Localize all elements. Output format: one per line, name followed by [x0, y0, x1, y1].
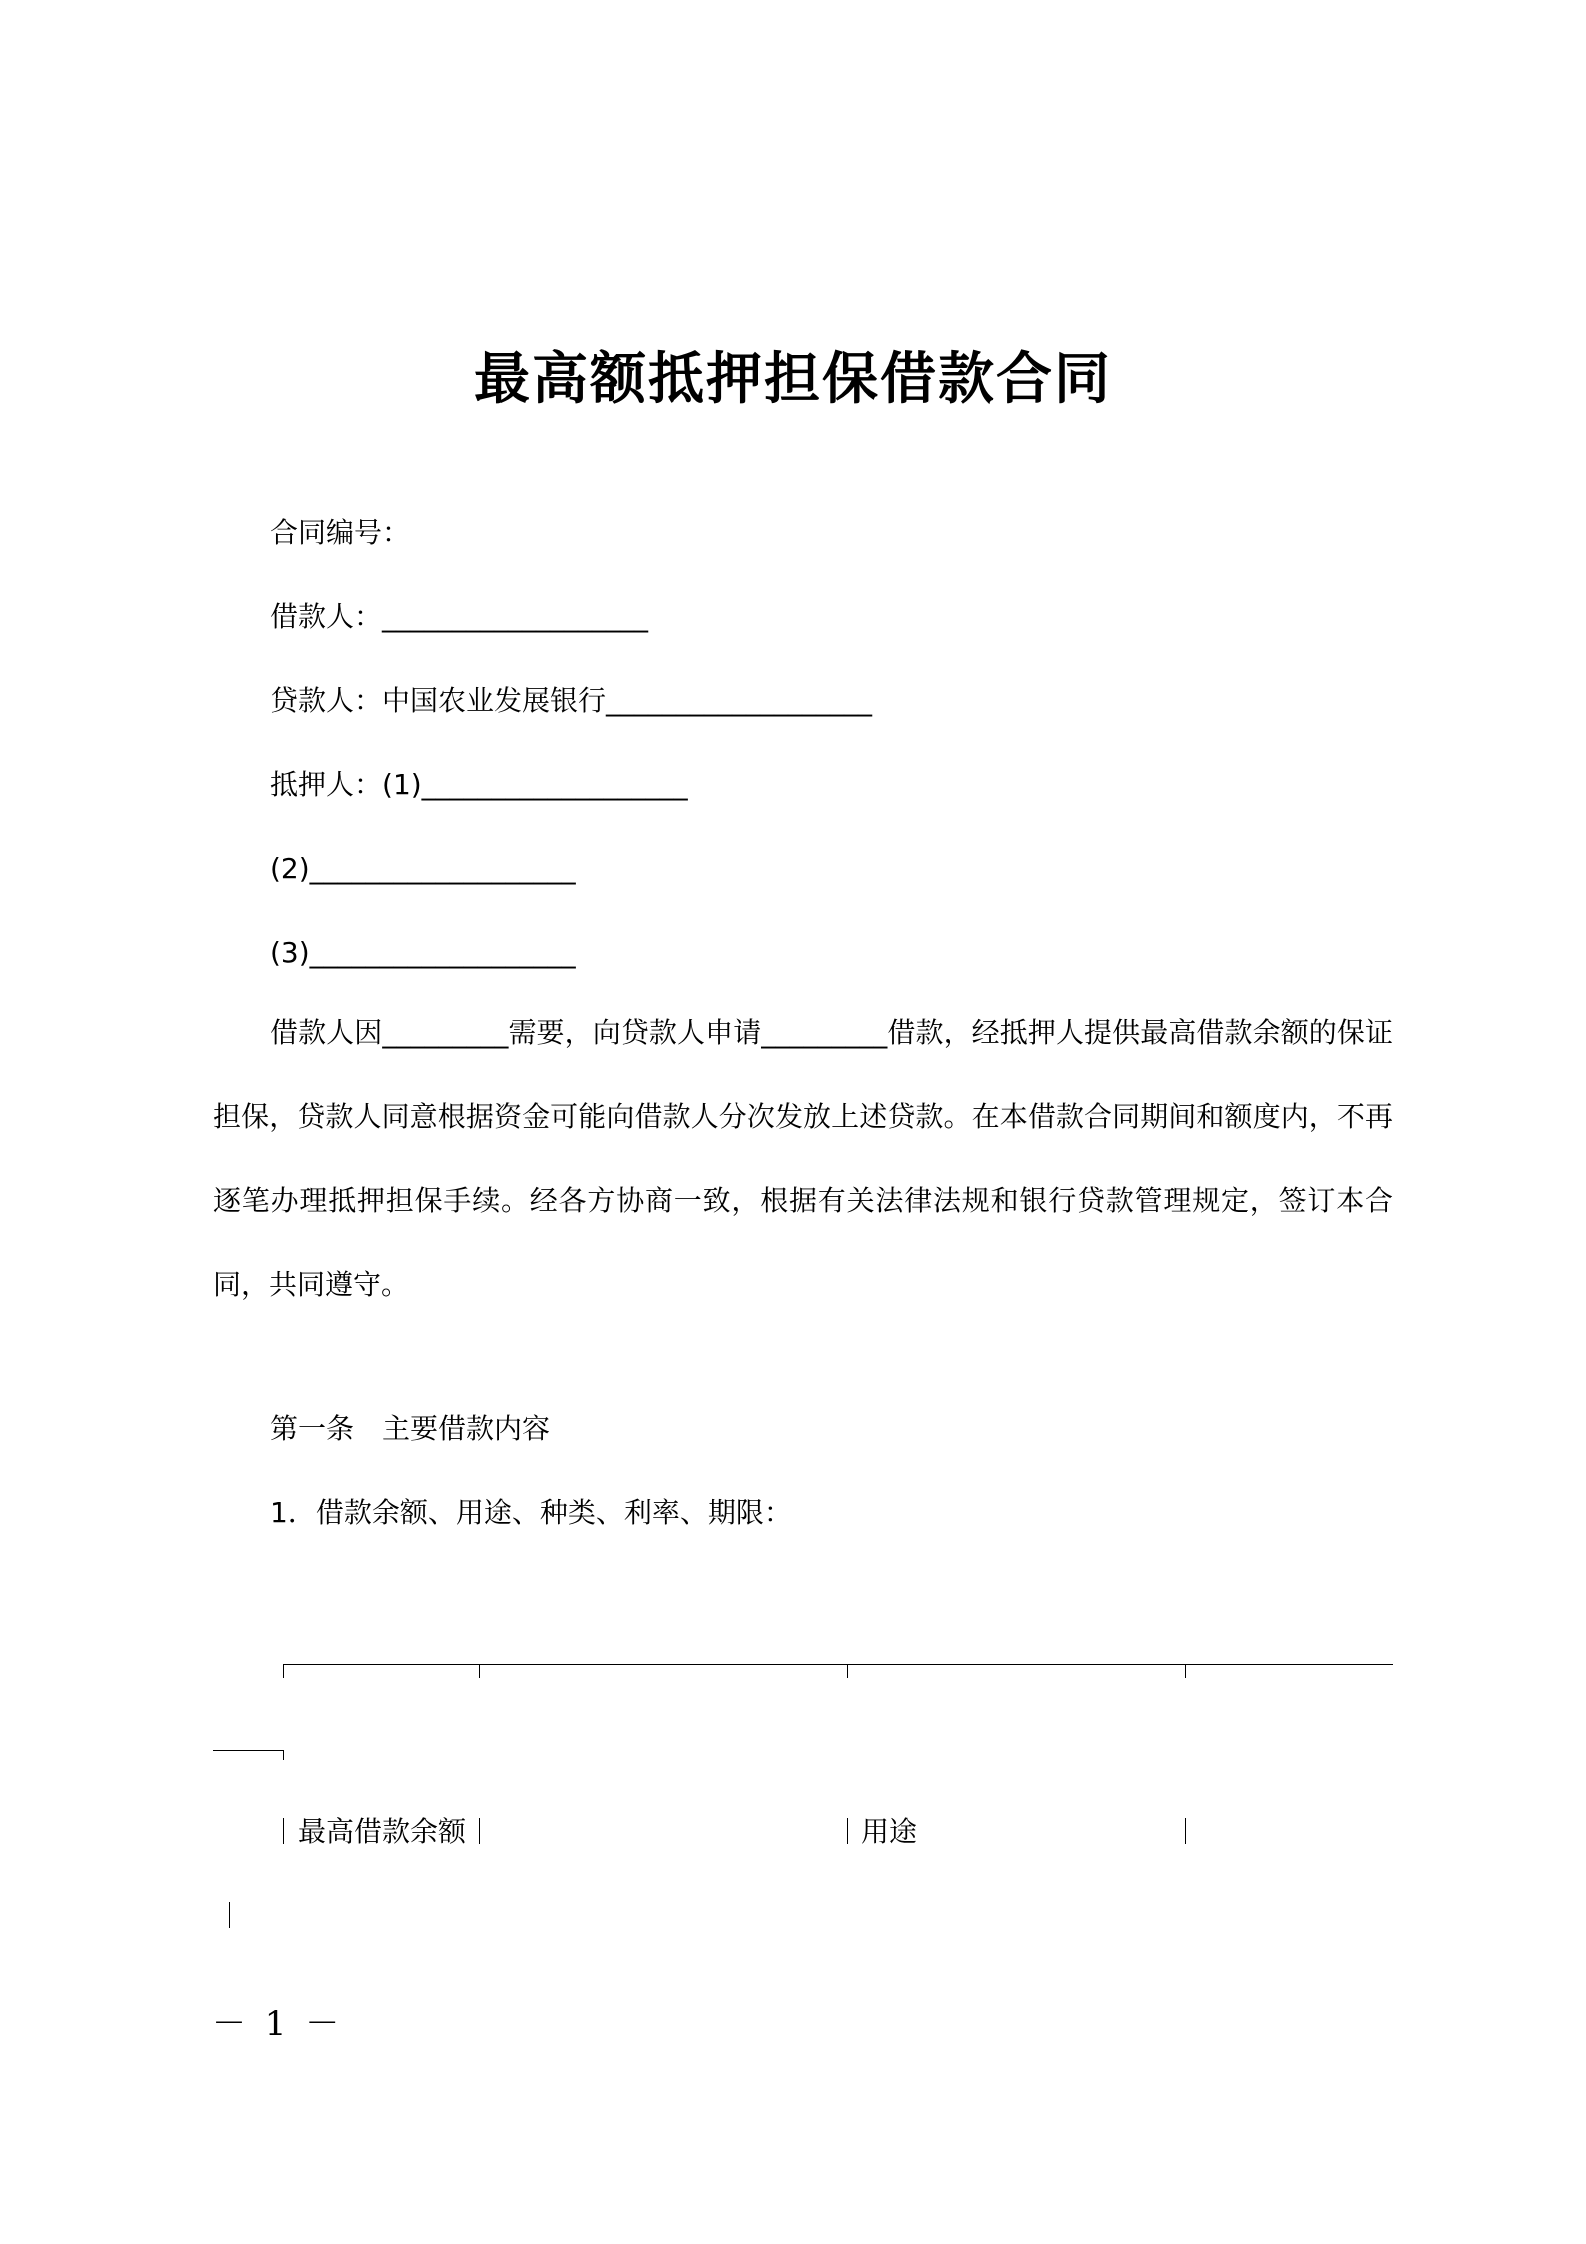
- table-wrap-border-left: [229, 1902, 230, 1928]
- article-1-title: 主要借款内容: [382, 1412, 551, 1445]
- table-cell-border: [847, 1818, 848, 1844]
- header-purpose: 用途: [861, 1815, 918, 1848]
- header-max-balance: 最高借款余额: [298, 1815, 467, 1848]
- borrower-value: ___________________: [382, 600, 649, 633]
- table-cell-border: [1185, 1818, 1186, 1844]
- lender-field: [270, 681, 872, 721]
- table-col-border: [479, 1664, 480, 1678]
- mortgagor-field-3: [270, 933, 576, 973]
- contract-number-field: [270, 513, 410, 553]
- mortgagor-value-2: (2)___________________: [270, 852, 576, 885]
- intro-paragraph: 借款人因_________需要，向贷款人申请_________借款，经抵押人提供最高借款余额的保证担保，贷款人同意根据资金可能向借款人分次发放上述贷款。在本借款合同期间和额度内，不再逐笔办理抵押担保手续。经各方协商一致，根据有关法律法规和银行贷款管理规定，签订本合同，共同遵守。: [213, 1016, 1393, 1301]
- mortgagor-label: 抵押人：: [270, 768, 383, 801]
- table-col-border: [847, 1664, 848, 1678]
- document-title: 最高额抵押担保借款合同: [474, 347, 1112, 412]
- lender-value: 中国农业发展银行___________________: [382, 684, 873, 717]
- article-1-number: 第一条: [270, 1412, 355, 1445]
- lender-label: 贷款人：: [270, 684, 383, 717]
- table-top-border: [283, 1664, 1393, 1665]
- borrower-field: [270, 597, 648, 637]
- article-1-heading: [270, 1409, 550, 1449]
- table-col-border: [1185, 1664, 1186, 1678]
- item-1: 1．借款余额、用途、种类、利率、期限：: [270, 1496, 792, 1529]
- mortgagor-field-1: [270, 765, 688, 805]
- borrower-label: 借款人：: [270, 600, 383, 633]
- table-col-border: [283, 1664, 284, 1678]
- table-wrap-corner: [283, 1750, 284, 1760]
- mortgagor-value-1: (1)___________________: [382, 768, 688, 801]
- table-cell-border: [283, 1818, 284, 1844]
- page-number: － 1 －: [212, 2004, 344, 2044]
- table-wrap-border: [213, 1750, 283, 1751]
- contract-number-label: 合同编号：: [270, 516, 411, 549]
- mortgagor-field-2: [270, 849, 576, 889]
- mortgagor-value-3: (3)___________________: [270, 936, 576, 969]
- table-cell-border: [479, 1818, 480, 1844]
